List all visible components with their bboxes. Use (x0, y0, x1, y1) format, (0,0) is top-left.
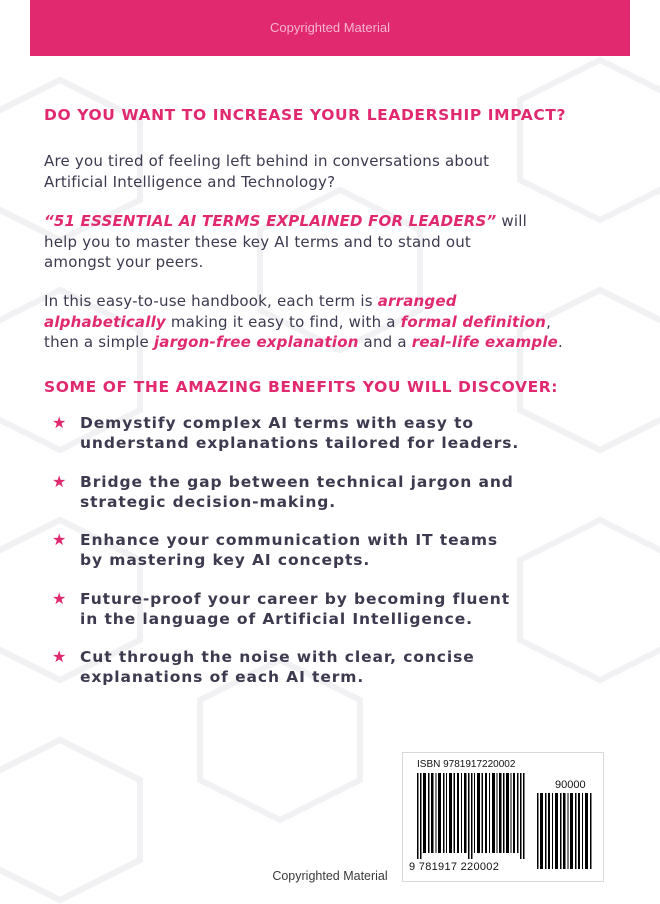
barcode-main-bars (417, 773, 527, 859)
pitch-line-1 (44, 211, 624, 232)
benefit-line: explanations of each AI term. (80, 668, 365, 686)
isbn-barcode (402, 752, 604, 882)
main-heading: DO YOU WANT TO INCREASE YOUR LEADERSHIP IMPACT? (44, 106, 567, 124)
star-icon: ★ (52, 647, 68, 666)
book-title-quote: “51 ESSENTIAL AI TERMS EXPLAINED FOR LEADERS” (44, 212, 497, 230)
pitch-line-1-rest: will (496, 212, 527, 230)
highlight-alphabetically: alphabetically (44, 312, 166, 331)
benefits-heading: SOME OF THE AMAZING BENEFITS YOU WILL DISCOVER: (44, 378, 559, 396)
isbn-digits: 9 781917 220002 (409, 861, 500, 873)
highlight-arranged: arranged (377, 292, 457, 310)
copyright-watermark-top: Copyrighted Material (270, 20, 390, 35)
handbook-text: then a simple (44, 333, 154, 351)
handbook-text: , (546, 312, 552, 331)
star-icon: ★ (52, 413, 68, 432)
handbook-line-2 (44, 312, 624, 333)
benefit-line: Future-proof your career by becoming fluent (80, 590, 511, 608)
benefit-text (80, 647, 640, 687)
benefit-line: strategic decision-making. (80, 493, 337, 511)
pitch-line-3: amongst your peers. (44, 253, 204, 271)
price-code: 90000 (555, 779, 586, 791)
star-icon: ★ (52, 589, 68, 608)
highlight-jargon-free: jargon-free explanation (153, 333, 359, 351)
highlight-real-life-example: real-life example (411, 333, 559, 351)
handbook-text: making it easy to find, with a (165, 312, 401, 331)
star-icon: ★ (52, 530, 68, 549)
pitch-paragraph (44, 211, 624, 273)
benefit-line: by mastering key AI concepts. (80, 551, 371, 569)
benefit-text (80, 472, 640, 512)
handbook-text: and a (358, 333, 412, 351)
benefit-line: Enhance your communication with IT teams (80, 531, 499, 549)
handbook-text: . (558, 333, 564, 351)
benefit-line: understand explanations tailored for leaders. (80, 434, 520, 452)
benefit-line: Bridge the gap between technical jargon and (80, 473, 514, 491)
benefit-line: in the language of Artificial Intelligence. (80, 610, 473, 628)
copyright-watermark-bottom: Copyrighted Material (272, 869, 388, 883)
handbook-line-1 (44, 291, 624, 312)
isbn-label: ISBN 9781917220002 (417, 759, 516, 770)
highlight-formal-definition: formal definition (400, 312, 547, 331)
intro-line-1: Are you tired of feeling left behind in conversations about (44, 152, 490, 170)
top-color-banner (30, 0, 630, 56)
handbook-paragraph (44, 291, 624, 353)
star-icon: ★ (52, 472, 68, 491)
intro-paragraph (44, 151, 624, 192)
benefit-text (80, 413, 640, 453)
intro-line-2: Artificial Intelligence and Technology? (44, 172, 336, 191)
benefit-line: Cut through the noise with clear, concise (80, 648, 475, 666)
benefit-text (80, 530, 640, 570)
benefit-line: Demystify complex AI terms with easy to (80, 414, 474, 432)
handbook-text: In this easy-to-use handbook, each term is (44, 292, 378, 310)
benefit-text (80, 589, 640, 629)
handbook-line-3 (44, 332, 624, 353)
pitch-line-2: help you to master these key AI terms and to stand out (44, 232, 471, 251)
barcode-addon-bars (537, 793, 593, 869)
